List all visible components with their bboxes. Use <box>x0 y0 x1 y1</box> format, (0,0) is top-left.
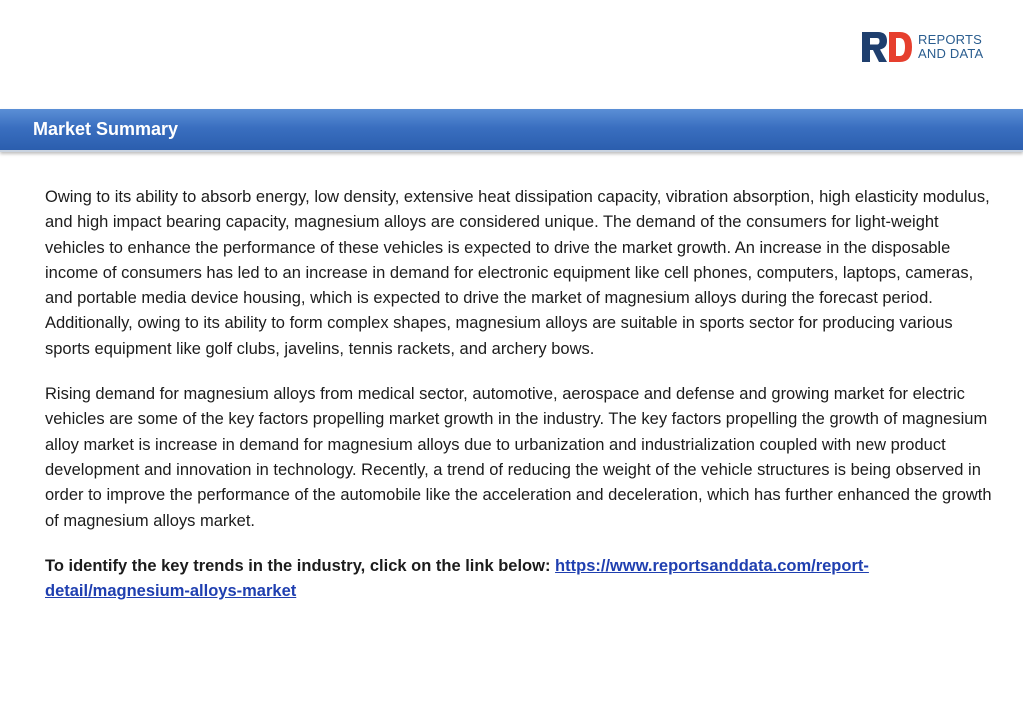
summary-paragraph-2: Rising demand for magnesium alloys from medical sector, automotive, aerospace and defense and growing market for electric vehicles are some of the key factors propelling market growth in the industry. The key factors propelling the growth of magnesium alloy market is increase in demand for magnesium alloys due to urbanization and industrialization coupled with new product development and innovation in technology. Recently, a trend of reducing the weight of the vehicle structures is being observed in order to improve the performance of the automobile like the acceleration and deceleration, which has further enhanced the growth of magnesium alloys market. <box>45 385 992 530</box>
cta-text: To identify the key trends in the industry, click on the link below: <box>45 556 556 575</box>
rd-logo-icon <box>860 30 914 64</box>
section-title: Market Summary <box>33 119 179 139</box>
call-to-action <box>45 554 1000 605</box>
logo-line-2: AND DATA <box>918 46 984 61</box>
section-banner <box>0 109 1023 152</box>
market-summary-content <box>45 185 1000 624</box>
logo-line-1: REPORTS <box>918 32 983 47</box>
summary-paragraph-1: Owing to its ability to absorb energy, low density, extensive heat dissipation capacity, vibration absorption, high elasticity modulus, and high impact bearing capacity, magnesium alloys are considered unique. The demand of the consumers for light-weight vehicles to enhance the performance of these vehicles is expected to drive the market growth. An increase in the disposable income of consumers has led to an increase in demand for electronic equipment like cell phones, computers, laptops, cameras, and portable media device housing, which is expected to drive the market of magnesium alloys during the forecast period. Additionally, owing to its ability to form complex shapes, magnesium alloys are suitable in sports sector for producing various sports equipment like golf clubs, javelins, tennis rackets, and archery bows. <box>45 188 990 358</box>
brand-logo <box>860 30 983 64</box>
report-link[interactable]: https://www.reportsanddata.com/report-detail/magnesium-alloys-market <box>45 556 869 601</box>
